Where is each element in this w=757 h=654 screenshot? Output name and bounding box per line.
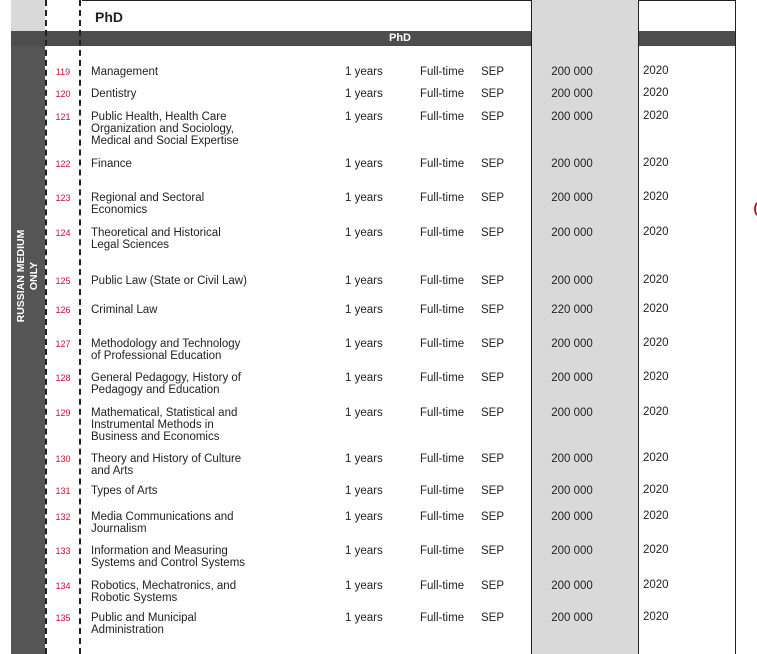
row-number: 127 xyxy=(55,339,71,349)
study-mode: Full-time xyxy=(420,66,465,78)
program-name-line: Theory and History of Culture xyxy=(91,453,242,465)
year: 2020 xyxy=(643,337,669,349)
row-number: 121 xyxy=(55,112,71,122)
study-mode: Full-time xyxy=(420,453,465,465)
row-number: 135 xyxy=(55,613,71,623)
program-name-line: Economics xyxy=(91,204,148,216)
row-number: 134 xyxy=(55,581,71,591)
program-name xyxy=(91,612,266,636)
program-name xyxy=(91,275,266,287)
row-number: 126 xyxy=(55,305,71,315)
duration: 1 years xyxy=(345,580,383,592)
top-rule-right xyxy=(638,0,736,1)
row-number: 130 xyxy=(55,454,71,464)
tuition-price: 200 000 xyxy=(551,192,593,204)
start-month: SEP xyxy=(481,407,505,419)
svg-text:RUSSIAN MEDIUM: RUSSIAN MEDIUM xyxy=(15,229,27,323)
duration: 1 years xyxy=(345,304,383,316)
start-month: SEP xyxy=(481,192,505,204)
year: 2020 xyxy=(643,157,669,169)
duration: 1 years xyxy=(345,66,383,78)
side-label xyxy=(11,46,45,436)
program-name-line: of Professional Education xyxy=(91,350,222,362)
program-name-line: Systems and Control Systems xyxy=(91,557,246,569)
top-rule xyxy=(82,0,532,1)
study-mode: Full-time xyxy=(420,275,465,287)
program-name xyxy=(91,485,266,497)
program-name xyxy=(91,304,266,316)
row-number: 128 xyxy=(55,373,71,383)
program-name-line: Public and Municipal xyxy=(91,612,197,624)
tuition-price: 200 000 xyxy=(551,511,593,523)
tuition-price: 200 000 xyxy=(551,372,593,384)
program-name xyxy=(91,111,266,147)
row-number: 129 xyxy=(55,408,71,418)
study-mode: Full-time xyxy=(420,580,465,592)
study-mode: Full-time xyxy=(420,485,465,497)
tuition-price: 200 000 xyxy=(551,66,593,78)
start-month: SEP xyxy=(481,612,505,624)
start-month: SEP xyxy=(481,338,505,350)
program-name xyxy=(91,66,266,78)
year: 2020 xyxy=(643,191,669,203)
program-name-line: Administration xyxy=(91,624,164,636)
study-mode: Full-time xyxy=(420,111,465,123)
svg-text:ONLY: ONLY xyxy=(28,261,40,291)
program-name xyxy=(91,407,266,443)
start-month: SEP xyxy=(481,227,505,239)
year: 2020 xyxy=(643,611,669,623)
year: 2020 xyxy=(643,274,669,286)
program-name-line: Dentistry xyxy=(91,88,137,100)
duration: 1 years xyxy=(345,88,383,100)
program-name-line: Theoretical and Historical xyxy=(91,227,221,239)
program-name-line: Criminal Law xyxy=(91,304,158,316)
row-number: 120 xyxy=(55,89,71,99)
dashed-divider-right xyxy=(79,0,81,654)
duration: 1 years xyxy=(345,111,383,123)
tuition-price: 200 000 xyxy=(551,88,593,100)
study-mode: Full-time xyxy=(420,338,465,350)
tuition-price: 200 000 xyxy=(551,338,593,350)
program-name-line: Media Communications and xyxy=(91,511,234,523)
start-month: SEP xyxy=(481,88,505,100)
year: 2020 xyxy=(643,579,669,591)
program-name xyxy=(91,88,266,100)
duration: 1 years xyxy=(345,453,383,465)
duration: 1 years xyxy=(345,227,383,239)
tuition-price: 200 000 xyxy=(551,580,593,592)
study-mode: Full-time xyxy=(420,192,465,204)
program-name xyxy=(91,227,266,251)
program-name-line: Public Law (State or Civil Law) xyxy=(91,275,247,287)
program-name xyxy=(91,372,266,396)
start-month: SEP xyxy=(481,275,505,287)
row-number: 119 xyxy=(55,67,71,77)
left-gray-block xyxy=(11,0,45,31)
study-mode: Full-time xyxy=(420,88,465,100)
dashed-divider-left xyxy=(45,0,47,654)
start-month: SEP xyxy=(481,66,505,78)
program-name xyxy=(91,453,266,477)
duration: 1 years xyxy=(345,545,383,557)
divider-page-right xyxy=(735,0,736,654)
start-month: SEP xyxy=(481,158,505,170)
year: 2020 xyxy=(643,544,669,556)
duration: 1 years xyxy=(345,192,383,204)
duration: 1 years xyxy=(345,612,383,624)
row-number: 132 xyxy=(55,512,71,522)
year: 2020 xyxy=(643,406,669,418)
start-month: SEP xyxy=(481,372,505,384)
divider-price-right xyxy=(638,0,639,654)
side-label-text xyxy=(11,46,45,436)
year: 2020 xyxy=(643,226,669,238)
program-name-line: and Arts xyxy=(91,465,134,477)
row-number: 122 xyxy=(55,159,71,169)
study-mode: Full-time xyxy=(420,407,465,419)
tuition-price: 200 000 xyxy=(551,158,593,170)
program-name-line: Instrumental Methods in xyxy=(91,419,214,431)
year: 2020 xyxy=(643,484,669,496)
program-name xyxy=(91,338,266,362)
row-number: 124 xyxy=(55,228,71,238)
duration: 1 years xyxy=(345,372,383,384)
start-month: SEP xyxy=(481,111,505,123)
year: 2020 xyxy=(643,371,669,383)
row-number: 133 xyxy=(55,546,71,556)
year: 2020 xyxy=(643,510,669,522)
year: 2020 xyxy=(643,452,669,464)
row-number: 123 xyxy=(55,193,71,203)
tuition-price: 200 000 xyxy=(551,612,593,624)
program-name-line: Journalism xyxy=(91,523,147,535)
tuition-price: 200 000 xyxy=(551,407,593,419)
study-mode: Full-time xyxy=(420,545,465,557)
start-month: SEP xyxy=(481,485,505,497)
program-name xyxy=(91,158,266,170)
start-month: SEP xyxy=(481,453,505,465)
page-title: PhD xyxy=(95,9,123,25)
study-mode: Full-time xyxy=(420,372,465,384)
duration: 1 years xyxy=(345,407,383,419)
tuition-price: 200 000 xyxy=(551,227,593,239)
year: 2020 xyxy=(643,87,669,99)
start-month: SEP xyxy=(481,511,505,523)
duration: 1 years xyxy=(345,158,383,170)
study-mode: Full-time xyxy=(420,227,465,239)
study-mode: Full-time xyxy=(420,511,465,523)
study-mode: Full-time xyxy=(420,304,465,316)
duration: 1 years xyxy=(345,338,383,350)
program-name-line: Public Health, Health Care xyxy=(91,111,227,123)
program-name-line: Pedagogy and Education xyxy=(91,384,220,396)
tuition-price: 220 000 xyxy=(551,304,593,316)
year: 2020 xyxy=(643,65,669,77)
program-name-line: Organization and Sociology, xyxy=(91,123,234,135)
study-mode: Full-time xyxy=(420,612,465,624)
year: 2020 xyxy=(643,303,669,315)
program-name xyxy=(91,511,266,535)
row-number: 131 xyxy=(55,486,71,496)
duration: 1 years xyxy=(345,275,383,287)
header-band-label: PhD xyxy=(389,32,411,44)
program-name-line: Finance xyxy=(91,158,132,170)
program-name-line: Methodology and Technology xyxy=(91,338,241,350)
program-name xyxy=(91,192,266,216)
start-month: SEP xyxy=(481,545,505,557)
program-name-line: Types of Arts xyxy=(91,485,158,497)
study-mode: Full-time xyxy=(420,158,465,170)
header-band-price-cell xyxy=(532,31,638,46)
program-name-line: Medical and Social Expertise xyxy=(91,135,239,147)
program-name-line: Robotic Systems xyxy=(91,592,178,604)
program-name-line: Information and Measuring xyxy=(91,545,228,557)
start-month: SEP xyxy=(481,580,505,592)
program-name-line: Business and Economics xyxy=(91,431,220,443)
tuition-price: 200 000 xyxy=(551,275,593,287)
program-name-line: General Pedagogy, History of xyxy=(91,372,242,384)
program-name-line: Regional and Sectoral xyxy=(91,192,205,204)
tuition-price: 200 000 xyxy=(551,111,593,123)
program-name xyxy=(91,545,266,569)
program-name-line: Mathematical, Statistical and xyxy=(91,407,238,419)
tuition-price: 200 000 xyxy=(551,545,593,557)
row-number: 125 xyxy=(55,276,71,286)
program-name-line: Management xyxy=(91,66,159,78)
duration: 1 years xyxy=(345,485,383,497)
program-name-line: Legal Sciences xyxy=(91,239,169,251)
duration: 1 years xyxy=(345,511,383,523)
tuition-price: 200 000 xyxy=(551,453,593,465)
program-name xyxy=(91,580,266,604)
start-month: SEP xyxy=(481,304,505,316)
tuition-price: 200 000 xyxy=(551,485,593,497)
year: 2020 xyxy=(643,110,669,122)
program-name-line: Robotics, Mechatronics, and xyxy=(91,580,237,592)
